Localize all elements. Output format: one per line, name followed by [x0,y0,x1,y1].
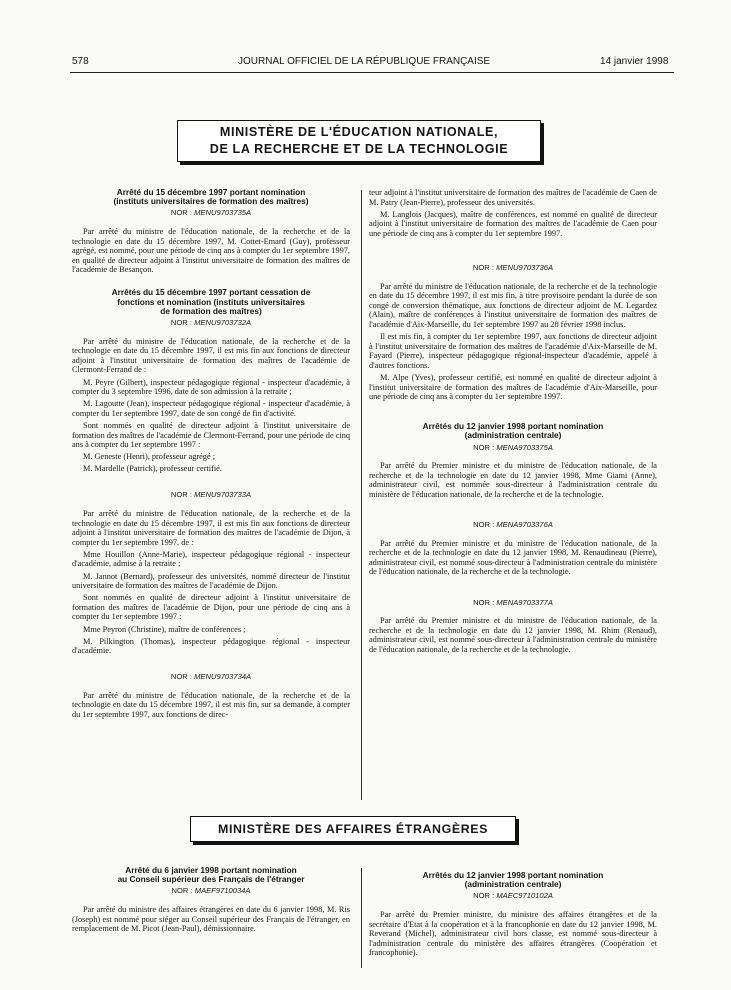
page-number: 578 [72,56,89,67]
decree-paragraph: M. Mardelle (Patrick), professeur certifié. [83,464,222,474]
nor-reference: NOR : MAEF9710034A [171,886,251,896]
decree-paragraph: Par arrêté du Premier ministre et du ministre de l'éducation nationale, de la recherche et de la technologie en date du 12 janvier 1998, Mme Giami (Anne), administrateur civil, est nommée sous-directeur à l'administration centrale du ministère de l'éducation nationale, de la recherche et de la technologie. [369,461,657,499]
decree-paragraph: M. Jannot (Bernard), professeur des universités, nommé directeur de l'institut universitaire de formation des maîtres de l'académie de Dijon. [72,571,350,591]
journal-title: JOURNAL OFFICIEL DE LA RÉPUBLIQUE FRANÇAISE [238,56,491,67]
nor-code: MENA9703377A [496,597,553,607]
bottom-left-column [72,866,350,936]
decree-title: Arrêtés du 12 janvier 1998 portant nomination [422,870,604,880]
decree-paragraph: Par arrêté du Premier ministre et du ministre de l'éducation nationale, de la recherche et de la technologie en date du 12 janvier 1998, M. Renaudineau (Pierre), administrateur civil, est nommé sous-directeur à l'administration centrale du ministère de l'éducation nationale, de la recherche et de la technologie. [369,538,657,577]
ministry-banner-foreign-affairs [190,816,516,842]
decree-paragraph: M. Peyre (Gilbert), inspecteur pédagogique régional - inspecteur d'académie, à compter du 3 septembre 1996, date de son admission à la retraite ; [72,377,350,397]
left-column [72,188,350,722]
nor-code: MENA9703376A [496,520,553,530]
ministry-banner-line1: MINISTÈRE DES AFFAIRES ÉTRANGÈRES [218,822,488,836]
decree-title-cont: (instituts universitaires de formation des maîtres) [113,196,309,207]
decree-paragraph: Mme Peyron (Christine), maître de conférences ; [83,624,246,634]
decree-title-cont: fonctions et nomination (instituts universitaires [117,296,305,307]
decree-paragraph: M. Lagoutte (Jean), inspecteur pédagogique régional - inspecteur d'académie, à compter du 1er septembre 1997, date de son congé de fin d'activité. [72,399,350,418]
decree-paragraph: M. Alpe (Yves), professeur certifié, est nommé en qualité de directeur adjoint à l'institut universitaire de formation des maîtres de l'académie d'Aix-Marseille, pour une période de cinq ans à compter du 1er septembre 1997. [369,372,657,402]
decree-paragraph: M. Geneste (Henri), professeur agrégé ; [83,452,216,462]
decree-title-cont: de formation des maîtres) [160,305,262,316]
header-rule [70,72,674,73]
decree-paragraph: Par arrêté du ministre de l'éducation nationale, de la recherche et de la technologie en date du 15 décembre 1997, M. Cottet-Emard (Guy), professeur agrégé, est nommé, pour une période de cinq ans à compter du 1er septembre 1997, en qualité de directeur adjoint à l'institut universitaire de formation des maîtres de l'académie de Besançon. [72,227,350,275]
decree-title-cont: (administration centrale) [464,430,562,441]
decree-title: Arrêtés du 15 décembre 1997 portant cessation de [111,287,311,298]
decree-paragraph: Sont nommés en qualité de directeur adjoint à l'institut universitaire de formation des maîtres de l'académie de Clermont-Ferrand, pour une période de cinq ans à compter du 1er septembre 1997 : [72,420,350,450]
nor-code: MENU9703736A [496,262,554,272]
nor-reference: NOR : MENU9703736A [472,262,554,272]
ministry-banner-line2: DE LA RECHERCHE ET DE LA TECHNOLOGIE [209,142,509,156]
decree-title-cont: au Conseil supérieur des Français de l'étranger [117,874,305,885]
nor-code: MENA9703375A [496,442,553,452]
nor-code: MENU9703734A [194,672,252,682]
decree-paragraph: Par arrêté du Premier ministre et du ministre de l'éducation nationale, de la recherche et de la technologie en date du 12 janvier 1998, M. Rhim (Renaud), administrateur civil, est nommé sous-directeur à l'administration centrale du ministère de l'éducation nationale, de la recherche et de la technologie. [369,616,657,654]
nor-reference: NOR : MENA9703376A [473,520,553,530]
nor-reference: NOR : MENU9703735A [170,208,252,218]
decree-title: Arrêté du 15 décembre 1997 portant nomination [116,187,306,197]
right-column [369,188,657,657]
decree-paragraph: Par arrêté du ministre des affaires étrangères en date du 6 janvier 1998, M. Ris (Joseph) est nommé pour siéger au Conseil supérieur des Français de l'étranger, en remplacement de M. Picot (Jean-Paul), démissionnaire. [72,905,350,934]
decree-paragraph: M. Pilkington (Thomas), inspecteur pédagogique régional - inspecteur d'académie. [72,636,350,656]
decree-paragraph: Sont nommés en qualité de directeur adjoint à l'institut universitaire de formation des maîtres de l'académie de Dijon, pour une période de cinq ans à compter du 1er septembre 1997 : [72,593,350,622]
decree-title: Arrêtés du 12 janvier 1998 portant nomination [422,421,604,432]
nor-code: MAEF9710034A [194,886,251,896]
decree-paragraph: Par arrêté du ministre de l'éducation nationale, de la recherche et de la technologie en date du 15 décembre 1997, il est mis fin, à titre provisoire pendant la durée de son congé de conversion thématique, aux fonctions de directeur adjoint de M. Legardez (Alain), maître de conférences à l'institut universitaire de formation des maîtres de l'académie d'Aix-Marseille, du 1er septembre 1997 au 28 février 1998 inclus. [369,281,657,329]
decree-paragraph: Par arrêté du ministre de l'éducation nationale, de la recherche et de la technologie en date du 15 décembre 1997, il est mis fin aux fonctions de directeur adjoint à l'institut universitaire de formation des maîtres de l'académie de Clermont-Ferrand de : [72,336,350,375]
decree-paragraph: Par arrêté du Premier ministre, du ministre des affaires étrangères et de la secrétaire d'Etat à la coopération et à la francophonie en date du 12 janvier 1998, M. Reverand (Michel), administrateur civil hors classe, est nommé sous-directeur à l'administration centrale du ministère des affaires étrangères (Coopération et francophonie). [369,910,657,958]
nor-reference: NOR : MENU9703733A [170,490,252,500]
nor-code: MENU9703735A [194,208,252,218]
decree-paragraph: Par arrêté du ministre de l'éducation nationale, de la recherche et de la technologie en date du 15 décembre 1997, il est mis fin aux fonctions de directeur adjoint à l'institut universitaire de formation des maîtres de l'académie de Dijon, à compter du 1er septembre 1997, de : [72,508,350,547]
decree-title: Arrêté du 6 janvier 1998 portant nomination [125,865,297,875]
nor-code: MAEC9710102A [496,891,553,901]
decree-paragraph: teur adjoint à l'institut universitaire de formation des maîtres de l'académie de Caen de M. Patry (Jean-Pierre), professeur des universités. [369,188,657,207]
ministry-banner-education [177,120,541,162]
decree-paragraph: Il est mis fin, à compter du 1er septembre 1997, aux fonctions de directeur adjoint à l'institut universitaire de formation des maîtres de l'académie d'Aix-Marseille de M. Fayard (Pierre), inspecteur pédagogique régional-inspecteur d'académie, appelé à d'autres fonctions. [369,332,657,370]
decree-title-cont: (administration centrale) [464,879,562,890]
decree-paragraph: Mme Houillon (Anne-Marie), inspecteur pédagogique régional - inspecteur d'académie, admise à la retraite ; [72,549,350,569]
column-separator [361,190,362,800]
nor-reference: NOR : MAEC9710102A [473,891,553,901]
nor-reference: NOR : MENU9703732A [170,318,252,328]
decree-paragraph: Par arrêté du ministre de l'éducation nationale, de la recherche et de la technologie en date du 15 décembre 1997, il est mis fin, sur sa demande, à compter du 1er septembre 1997, aux fonctions de direc- [72,690,350,720]
decree-paragraph: M. Langlois (Jacques), maître de conférences, est nommé en qualité de directeur adjoint à l'institut universitaire de formation des maîtres de l'académie de Caen pour une période de cinq ans à compter du 1er septembre 1997. [369,209,657,238]
issue-date: 14 janvier 1998 [600,56,669,67]
nor-reference: NOR : MENA9703377A [473,597,553,607]
bottom-right-column [369,871,657,960]
column-separator [361,868,362,968]
nor-code: MENU9703732A [194,318,252,328]
ministry-banner-line1: MINISTÈRE DE L'ÉDUCATION NATIONALE, [219,125,499,139]
nor-reference: NOR : MENA9703375A [473,442,553,452]
nor-code: MENU9703733A [194,490,252,500]
nor-reference: NOR : MENU9703734A [170,672,252,682]
